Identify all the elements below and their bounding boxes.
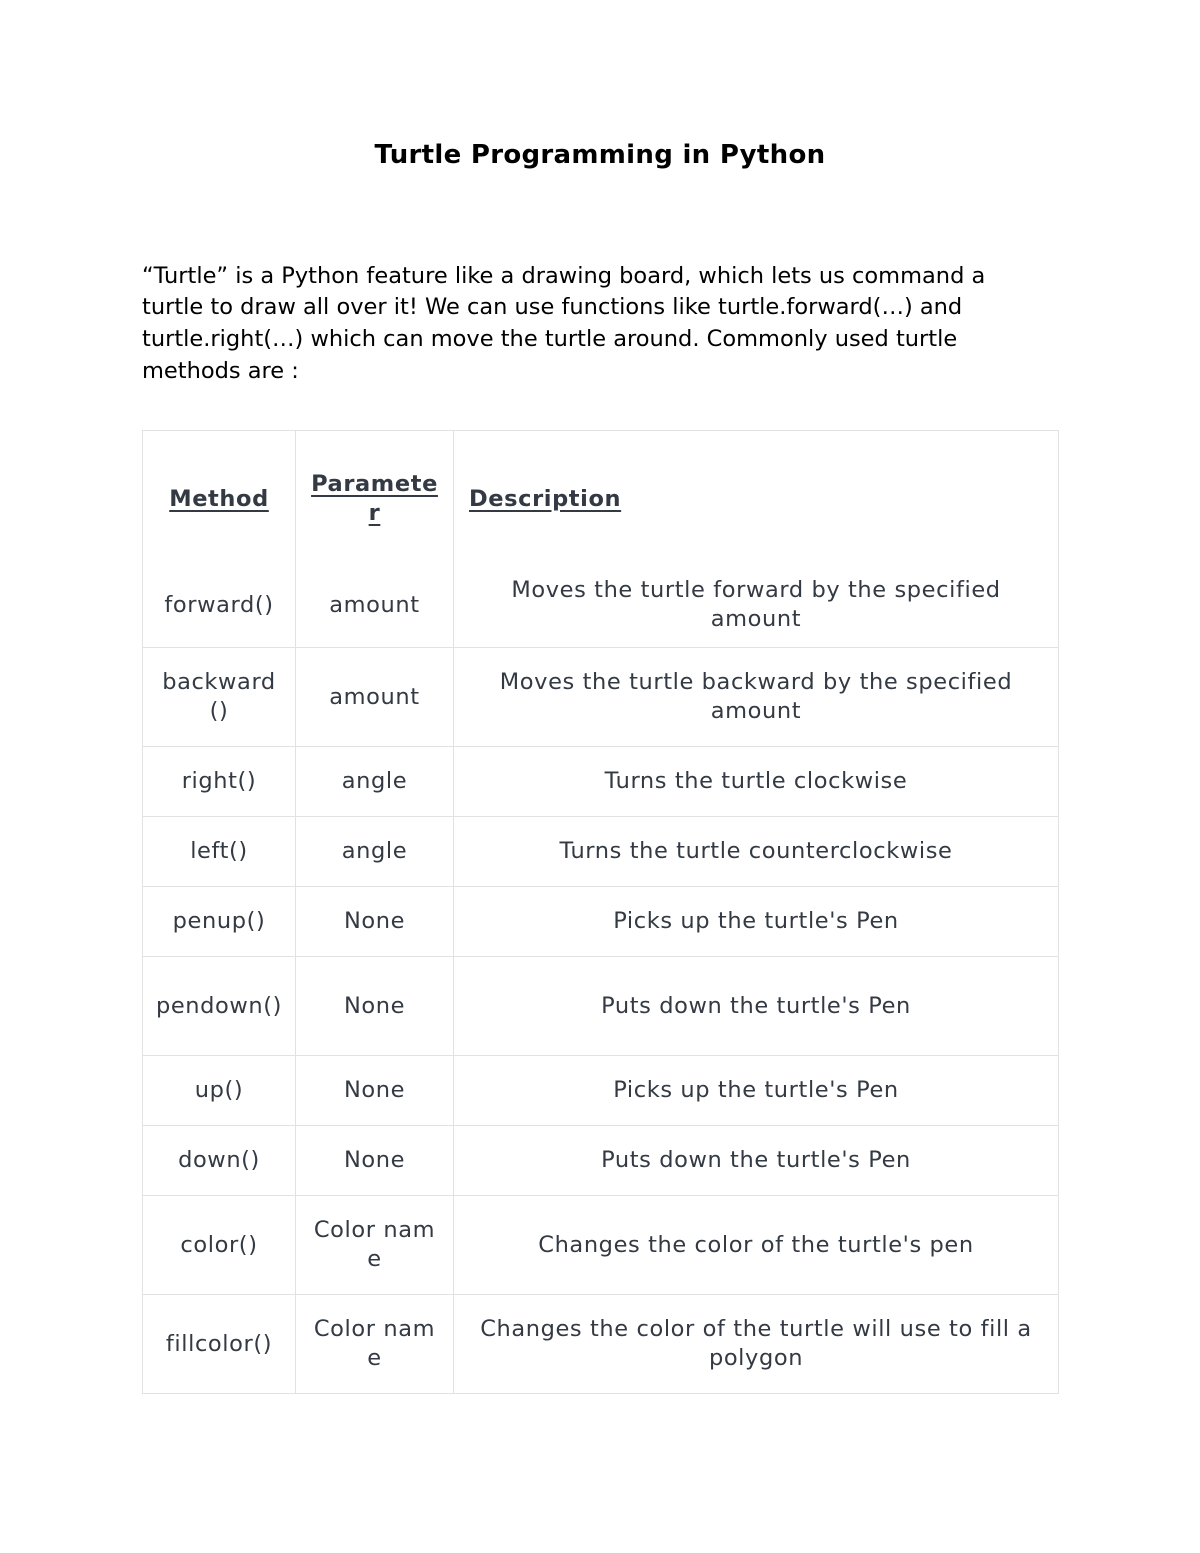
parameter-cell: Color name [296,1196,454,1295]
table-row [143,887,1059,957]
parameter-cell: angle [296,747,454,817]
method-cell: penup() [143,887,296,957]
parameter-cell: None [296,1126,454,1196]
page-title: Turtle Programming in Python [374,140,826,170]
method-cell: color() [143,1196,296,1295]
description-cell: Moves the turtle backward by the specified amount [454,648,1059,747]
description-cell: Picks up the turtle's Pen [454,1056,1059,1126]
description-cell: Turns the turtle counterclockwise [454,817,1059,887]
table-row [143,1056,1059,1126]
table-row [143,957,1059,1056]
description-cell: Puts down the turtle's Pen [454,1126,1059,1196]
table-row [143,648,1059,747]
parameter-cell: None [296,1056,454,1126]
method-cell: backward() [143,648,296,747]
description-cell: Picks up the turtle's Pen [454,887,1059,957]
method-cell: left() [143,817,296,887]
intro-paragraph: “Turtle” is a Python feature like a drawing board, which lets us command a turtle to draw all over it! We can use functions like turtle.forward(…) and turtle.right(…) which can move the turtle around. Commonly used turtle methods are : [142,262,986,384]
method-cell: right() [143,747,296,817]
methods-table [142,430,1059,1394]
description-cell: Puts down the turtle's Pen [454,957,1059,1056]
table-row [143,1196,1059,1295]
parameter-cell: None [296,887,454,957]
method-cell: down() [143,1126,296,1196]
table-row [143,1126,1059,1196]
description-cell: Changes the color of the turtle's pen [454,1196,1059,1295]
parameter-cell: angle [296,817,454,887]
table-row [143,817,1059,887]
table-header-row [143,431,1059,564]
parameter-cell: amount [296,648,454,747]
header-description: Description [454,431,1059,564]
header-method: Method [143,431,296,564]
table-row [143,747,1059,817]
parameter-cell: Color name [296,1295,454,1394]
description-cell: Turns the turtle clockwise [454,747,1059,817]
header-parameter: Parameter [296,431,454,564]
parameter-cell: amount [296,563,454,648]
method-cell: pendown() [143,957,296,1056]
method-cell: forward() [143,563,296,648]
description-cell: Changes the color of the turtle will use to fill a polygon [454,1295,1059,1394]
method-cell: up() [143,1056,296,1126]
description-cell: Moves the turtle forward by the specified amount [454,563,1059,648]
parameter-cell: None [296,957,454,1056]
table-row [143,563,1059,648]
method-cell: fillcolor() [143,1295,296,1394]
table-row [143,1295,1059,1394]
